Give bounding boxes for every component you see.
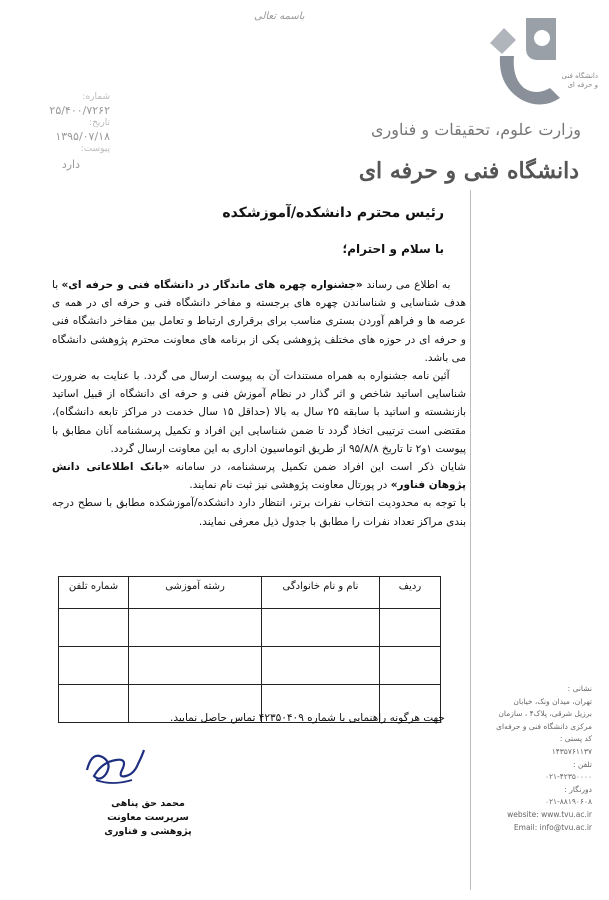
university-name: دانشگاه فنی و حرفه ای (358, 158, 579, 184)
p1-text-a: به اطلاع می رساند (362, 279, 451, 291)
signer-block (88, 797, 208, 839)
paragraph-4 (52, 494, 466, 530)
table-cell (380, 609, 441, 647)
table-cell (262, 647, 380, 685)
col-full-name: نام و نام خانوادگی (262, 577, 380, 609)
table-cell (129, 609, 262, 647)
paragraph-3 (52, 458, 466, 494)
phone-label: تلفن : (573, 759, 592, 769)
table-cell (59, 609, 129, 647)
table-cell (59, 647, 129, 685)
postal-label: کد پستی : (559, 734, 592, 744)
signer-title: سرپرست معاونت پژوهشی و فناوری (104, 812, 192, 837)
databank-name: «بانک اطلاعاتی دانش پژوهان فناور» (52, 461, 466, 492)
p1-text-c: با هدف شناسایی و شناساندن چهره های برجسته و مفاخر دانشگاه فنی و حرفه ای در همه ی عرصه ها و فراهم آوردن بستری مناسب برای برقراری ارتباط و تعامل بین مفاخر دانشگاه فنی و حرفه ای در حوزه های مختلف پژوهشی یکی از برنامه های معاونت محترم پژوهشی دانشگاه می باشد. (52, 279, 466, 364)
address-line: تهران، میدان ونک، خیابان (513, 696, 592, 706)
letter-date-label: تاریخ: (89, 118, 110, 128)
col-row-number: ردیف (380, 577, 441, 609)
table-header-row (59, 577, 441, 609)
table-cell (380, 647, 441, 685)
letter-attachment-label: پیوست: (80, 144, 110, 154)
letter-number (20, 92, 110, 117)
letter-heading: رئیس محترم دانشکده/آموزشکده (222, 205, 444, 221)
letter-attachment (20, 144, 110, 171)
fax-label: دورنگار : (564, 784, 592, 794)
fax-number: ۰۲۱-۸۸۱۹۰۶۰۸ (544, 797, 592, 807)
p4-text: با توجه به محدودیت انتخاب نفرات برتر، انتظار دارد دانشکده/آموزشکده مطابق با سطح درجه بندی مراکز تعداد نفرات را مطابق با جدول ذیل معرفی نمایند. (52, 497, 466, 528)
paragraph-2 (52, 367, 466, 458)
website-link[interactable]: website: www.tvu.ac.ir (507, 809, 592, 819)
signature-icon (82, 740, 147, 790)
table-cell (129, 647, 262, 685)
letter-date (20, 118, 110, 143)
signature-image (82, 740, 147, 790)
letter-number-value: ۲۵/۴۰۰/۷۲۶۲ (49, 104, 110, 117)
table-row (59, 647, 441, 685)
table-cell (59, 685, 129, 723)
invocation: باسمه تعالی (254, 11, 305, 22)
address-line: مرکزی دانشگاه فنی و حرفه‌ای (496, 721, 592, 731)
phone-number: ۰۲۱-۴۲۳۵۰۰۰۰ (544, 772, 592, 782)
paragraph-1 (52, 276, 466, 367)
p2-text: آئین نامه جشنواره به همراه مستندات آن به پیوست ارسال می گردد. با عنایت به ضرورت شناسایی اساتید شاخص و اثر گذار در نظام آموزش فنی و حرفه ای دانشگاه از قبیل اساتید بازنشسته و اساتید با سابقه ۲۵ سال به بالا (حداقل ۱۵ سال خدمت در مراکز تابعه دانشگاه)، مقتضی است ترتیبی اتخاذ گردد تا ضمن شناسایی این افراد و تکمیل پرسشنامه آنان مطابق با پیوست ۱و۲ تا تاریخ ۹۵/۸/۸ از طریق اتوماسیون اداری به این معاونت ارسال گردد. (52, 370, 466, 455)
letter-attachment-value: دارد (61, 158, 80, 171)
contact-note: جهت هرگونه راهنمایی با شماره ۴۲۳۵۰۴۰۹ تماس حاصل نمایید. (170, 712, 445, 724)
logo-icon (470, 8, 600, 133)
letter-greeting: با سلام و احترام؛ (342, 242, 444, 256)
col-field: رشته آموزشی (129, 577, 262, 609)
festival-name: «جشنواره چهره های ماندگار در دانشگاه فنی و حرفه ای» (61, 279, 363, 291)
postal-code: ۱۴۳۵۷۶۱۱۳۷ (551, 746, 592, 756)
letter-body (52, 276, 466, 531)
logo-caption: دانشگاه فنی و حرفه ای (561, 72, 598, 89)
ministry-name: وزارت علوم، تحقیقات و فناوری (371, 120, 581, 139)
table-row (59, 609, 441, 647)
signer-name: محمد حق پناهی (111, 798, 185, 809)
col-phone: شماره تلفن (59, 577, 129, 609)
contact-block (480, 683, 592, 834)
p3-text-c: در پورتال معاونت پژوهشی نیز ثبت نام نمایند. (189, 479, 391, 492)
vertical-divider (470, 190, 471, 890)
p3-text-a: شایان ذکر است این افراد ضمن تکمیل پرسشنامه، در سامانه (169, 461, 466, 474)
address-label: نشانی : (567, 684, 592, 693)
letter-date-value: ۱۳۹۵/۰۷/۱۸ (55, 130, 110, 143)
letter-number-label: شماره: (82, 92, 110, 102)
nominee-table (58, 576, 441, 723)
university-logo (470, 8, 600, 133)
table-cell (262, 609, 380, 647)
email-link[interactable]: Email: info@tvu.ac.ir (513, 822, 592, 832)
address-line: برزیل شرقی، پلاک۴ ، سازمان (498, 709, 592, 719)
